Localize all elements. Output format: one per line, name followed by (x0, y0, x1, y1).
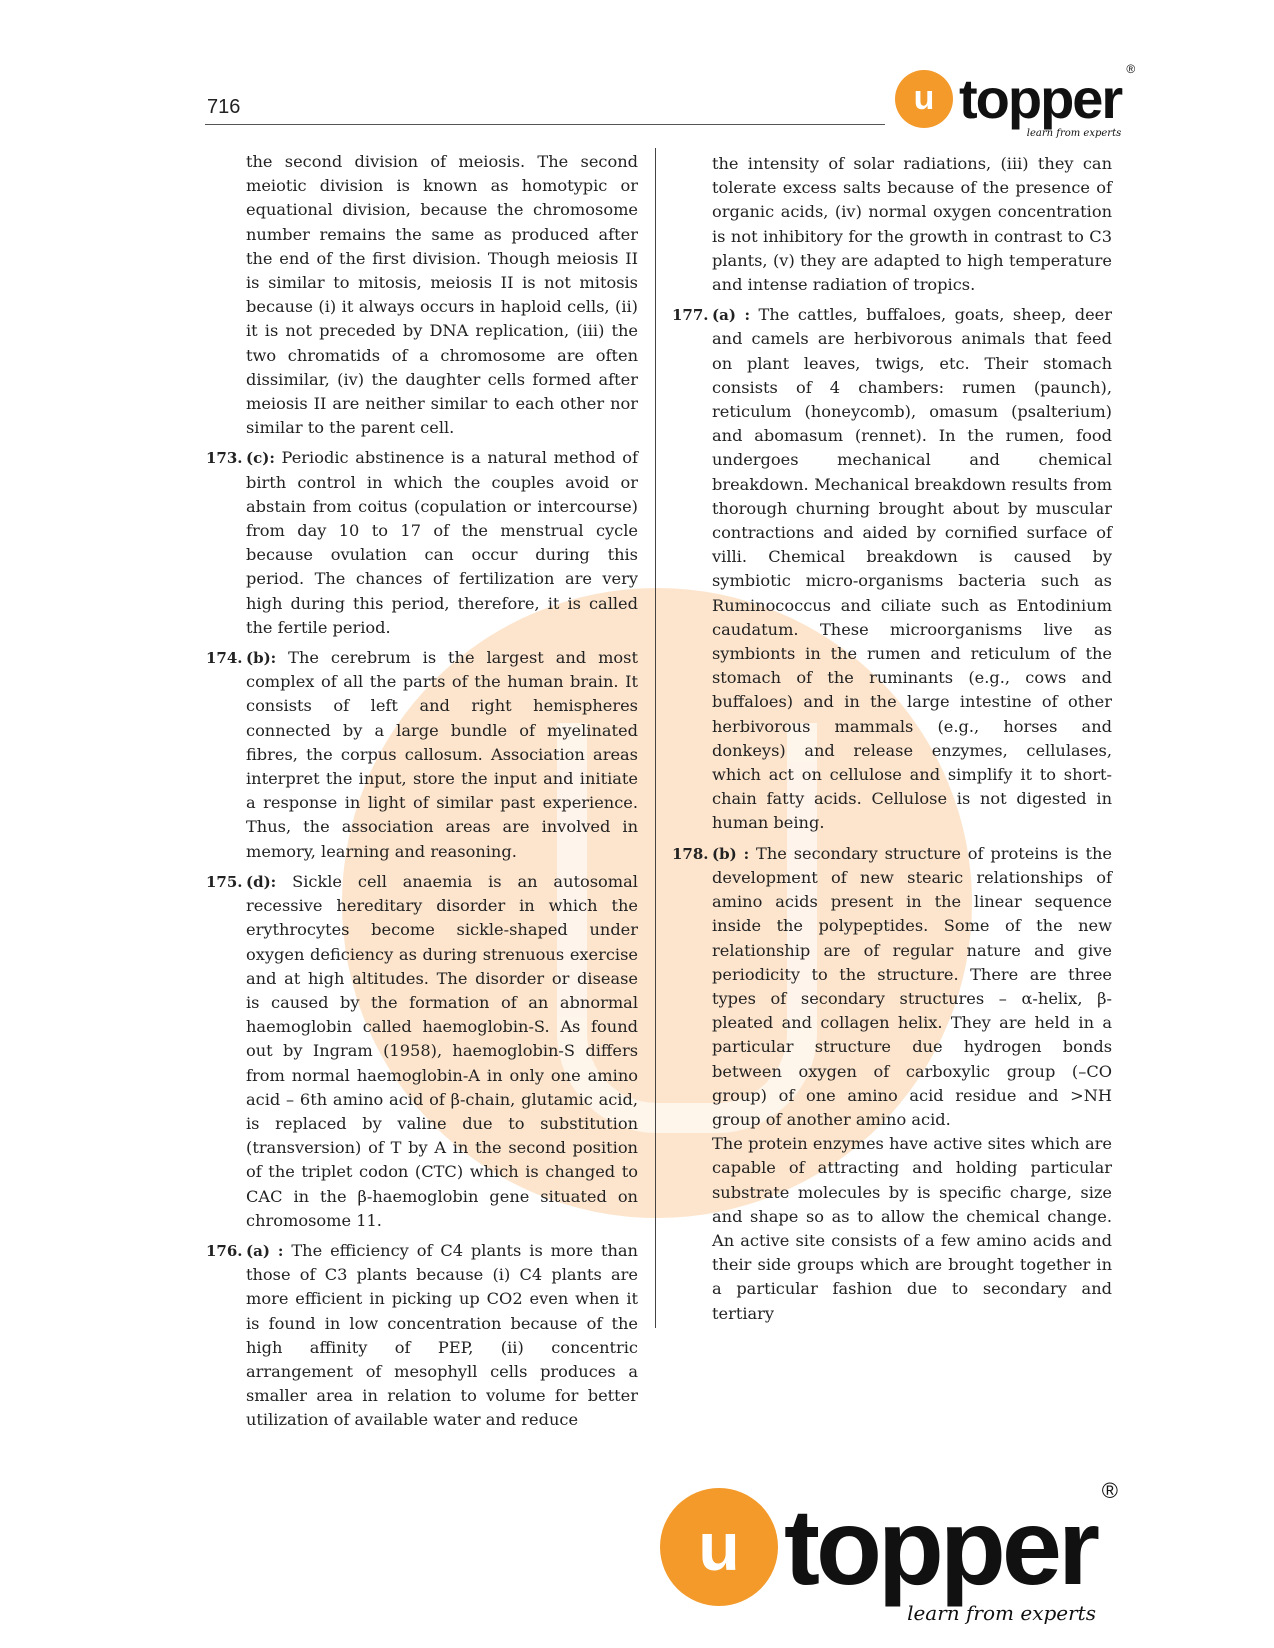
question-number: 176. (206, 1241, 243, 1260)
answer-text: The cerebrum is the largest and most complex of all the parts of the human brain. It consists of left and right hemispheres connected by a large bundle of myelinated fibres, the corpus callosum. Association areas interpret the input, store the input and initiate a response in light of similar past experience. Thus, the association areas are involved in memory, learning and reasoning. (246, 648, 638, 861)
answer-key: (b): (246, 649, 277, 668)
logo-tagline: learn from experts (907, 1601, 1096, 1625)
left-column (206, 150, 638, 1433)
brand-logo-top (895, 62, 1136, 139)
answer-entry-178 (672, 842, 1112, 1132)
brand-logo-bottom (660, 1478, 1118, 1625)
question-number: 173. (206, 449, 243, 468)
answer-key: (d): (246, 872, 277, 891)
header-rule (205, 124, 885, 125)
answer-entry-175 (206, 870, 638, 1233)
logo-wordmark: topper ® learn from experts (959, 62, 1136, 139)
page-number: 716 (207, 96, 241, 118)
right-column (672, 152, 1112, 1326)
answer-text: The secondary structure of proteins is the development of new stearic relationships of amino acids present in the linear sequence inside the polypeptides. Some of the new relationship are of regular nature and give periodicity to the structure. There are three types of secondary structures – α-helix, β-pleated and collagen helix. They are held in a particular structure due hydrogen bonds between oxygen of carboxylic group (–CO group) of one amino acid residue and >NH group of another amino acid. (712, 843, 1112, 1129)
question-number: 175. (206, 872, 243, 891)
question-number: 174. (206, 649, 243, 668)
registered-icon: ® (1126, 62, 1136, 76)
logo-mark-icon: u (895, 70, 953, 128)
question-number: 178. (672, 844, 709, 863)
answer-entry-173 (206, 446, 638, 640)
answer-entry-174 (206, 646, 638, 864)
answer-key: (a) : (712, 306, 751, 325)
answer-entry-177 (672, 303, 1112, 835)
column-divider (655, 148, 656, 1328)
logo-mark-icon: u (660, 1488, 778, 1606)
answer-text: The efficiency of C4 plants is more than those of C3 plants because (i) C4 plants are more efficient in picking up CO2 even when it is found in low concentration because of the high affinity of PEP, (ii) concentric arrangement of mesophyll cells produces a smaller area in relation to volume for better utilization of available water and reduce (246, 1240, 638, 1430)
answer-key: (a) : (246, 1241, 284, 1260)
answer-key: (c): (246, 449, 275, 468)
left-intro-text: the second division of meiosis. The second meiotic division is known as homotypic or equational division, because the chromosome number remains the same as produced after the end of the first division. Though meiosis II is similar to mitosis, meiosis II is not mitosis because (i) it always occurs in haploid cells, (ii) it is not preceded by DNA replication, (iii) the two chromatids of a chromosome are often dissimilar, (iv) the daughter cells formed after meiosis II are neither similar to each other nor similar to the parent cell. (246, 152, 638, 438)
registered-icon: ® (1101, 1478, 1118, 1503)
logo-tagline: learn from experts (1026, 128, 1122, 139)
answer-entry-176 (206, 1239, 638, 1433)
answer-text: The cattles, buffaloes, goats, sheep, deer and camels are herbivorous animals that feed on plant leaves, twigs, etc. Their stomach consists of 4 chambers: rumen (paunch), reticulum (honeycomb), omasum (psalterium) and abomasum (rennet). In the rumen, food undergoes mechanical and chemical breakdown. Mechanical breakdown results from thorough churning brought about by muscular contractions and aided by cornified surface of villi. Chemical breakdown is caused by symbiotic micro-organisms bacteria such as Ruminococcus and ciliate such as Entodinium caudatum. These microorganisms live as symbionts in the rumen and reticulum of the stomach of the ruminants (e.g., cows and buffaloes) and in the large intestine of other herbivorous mammals (e.g., horses and donkeys) and release enzymes, cellulases, which act on cellulose and simplify it to short-chain fatty acids. Cellulose is not digested in human being. (712, 305, 1112, 833)
continuation-text: The protein enzymes have active sites which are capable of attracting and holding particular substrate molecules by is specific charge, size and shape so as to allow the chemical change. An active site consists of a few amino acids and their side groups which are brought together in a particular fashion due to secondary and tertiary (712, 1134, 1112, 1323)
answer-text: Sickle cell anaemia is an autosomal recessive hereditary disorder in which the erythrocytes become sickle-shaped under oxygen deficiency as during strenuous exercise and at high altitudes. The disorder or disease is caused by the formation of an abnormal haemoglobin called haemoglobin-S. As found out by Ingram (1958), haemoglobin-S differs from normal haemoglobin-A in only one amino acid – 6th amino acid of β-chain, glutamic acid, is replaced by valine due to substitution (transversion) of T by A in the second position of the triplet codon (CTC) which is changed to CAC in the β-haemoglobin gene situated on chromosome 11. (246, 871, 638, 1230)
question-number: 177. (672, 306, 709, 325)
answer-text: Periodic abstinence is a natural method of birth control in which the couples avoid or abstain from coitus (copulation or intercourse) from day 10 to 17 of the menstrual cycle because ovulation can occur during this period. The chances of fertilization are very high during this period, therefore, it is called the fertile period. (246, 448, 639, 637)
right-intro-text: the intensity of solar radiations, (iii) they can tolerate excess salts because of the presence of organic acids, (iv) normal oxygen concentration is not inhibitory for the growth in contrast to C3 plants, (v) they are adapted to high temperature and intense radiation of tropics. (712, 154, 1112, 295)
answer-key: (b) : (712, 844, 750, 863)
logo-wordmark: topper ® learn from experts (784, 1478, 1118, 1625)
